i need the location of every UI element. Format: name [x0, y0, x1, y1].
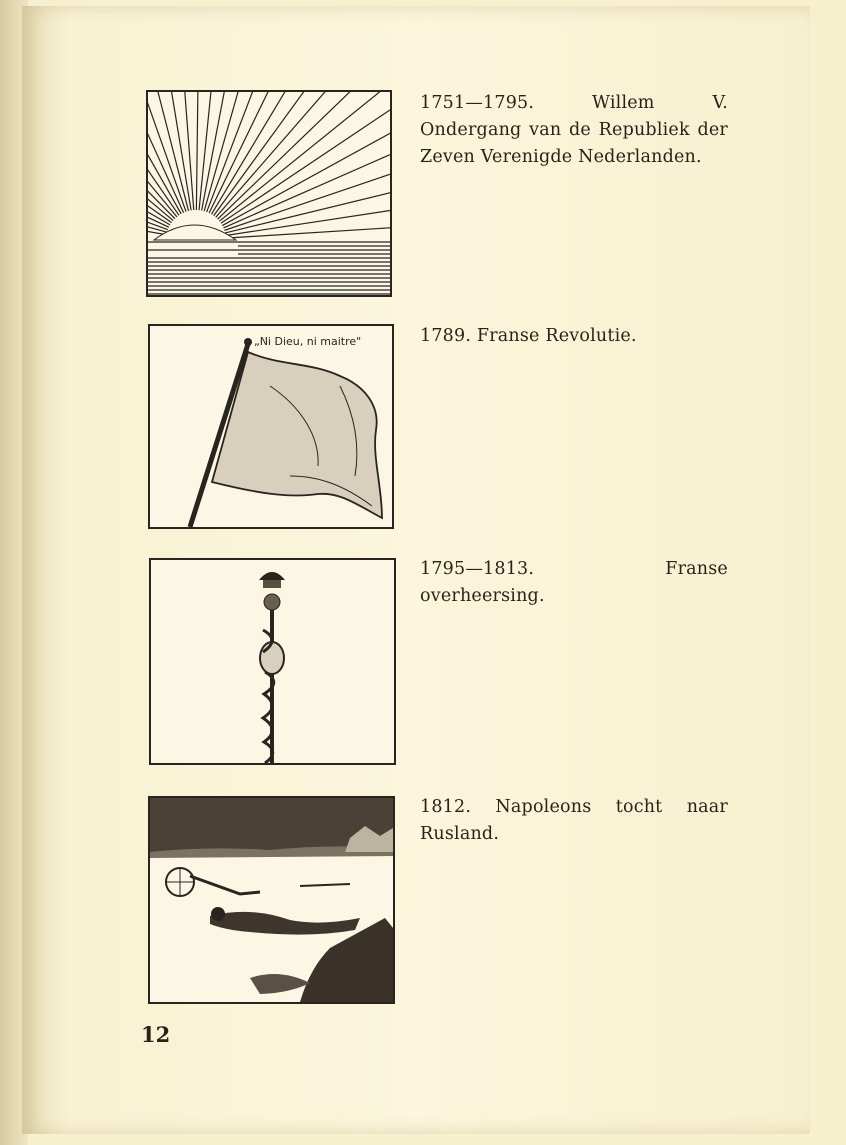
sunset-image	[148, 92, 390, 295]
entry-caption-napoleon-rusland: 1812. Napoleons tocht naar Rusland.	[420, 797, 728, 844]
illustration-staff	[149, 558, 396, 765]
illustration-flag	[148, 324, 394, 529]
illustration-sunset	[146, 90, 392, 297]
entry-caption-willem-v: 1751—1795. Willem V. Ondergang van de Republiek der Zeven Verenigde Nederlanden.	[420, 93, 728, 167]
battlefield-image	[150, 798, 393, 1002]
staff-image	[151, 560, 394, 763]
illustration-battlefield	[148, 796, 395, 1004]
flag-image	[150, 326, 392, 527]
flag-motto: „Ni Dieu, ni maitre"	[254, 335, 362, 348]
entry-caption-franse-revolutie: 1789. Franse Revolutie.	[420, 326, 637, 346]
page-number: 12	[141, 1022, 171, 1047]
entry-caption-franse-overheersing: 1795—1813. Franse overheersing.	[420, 559, 728, 606]
